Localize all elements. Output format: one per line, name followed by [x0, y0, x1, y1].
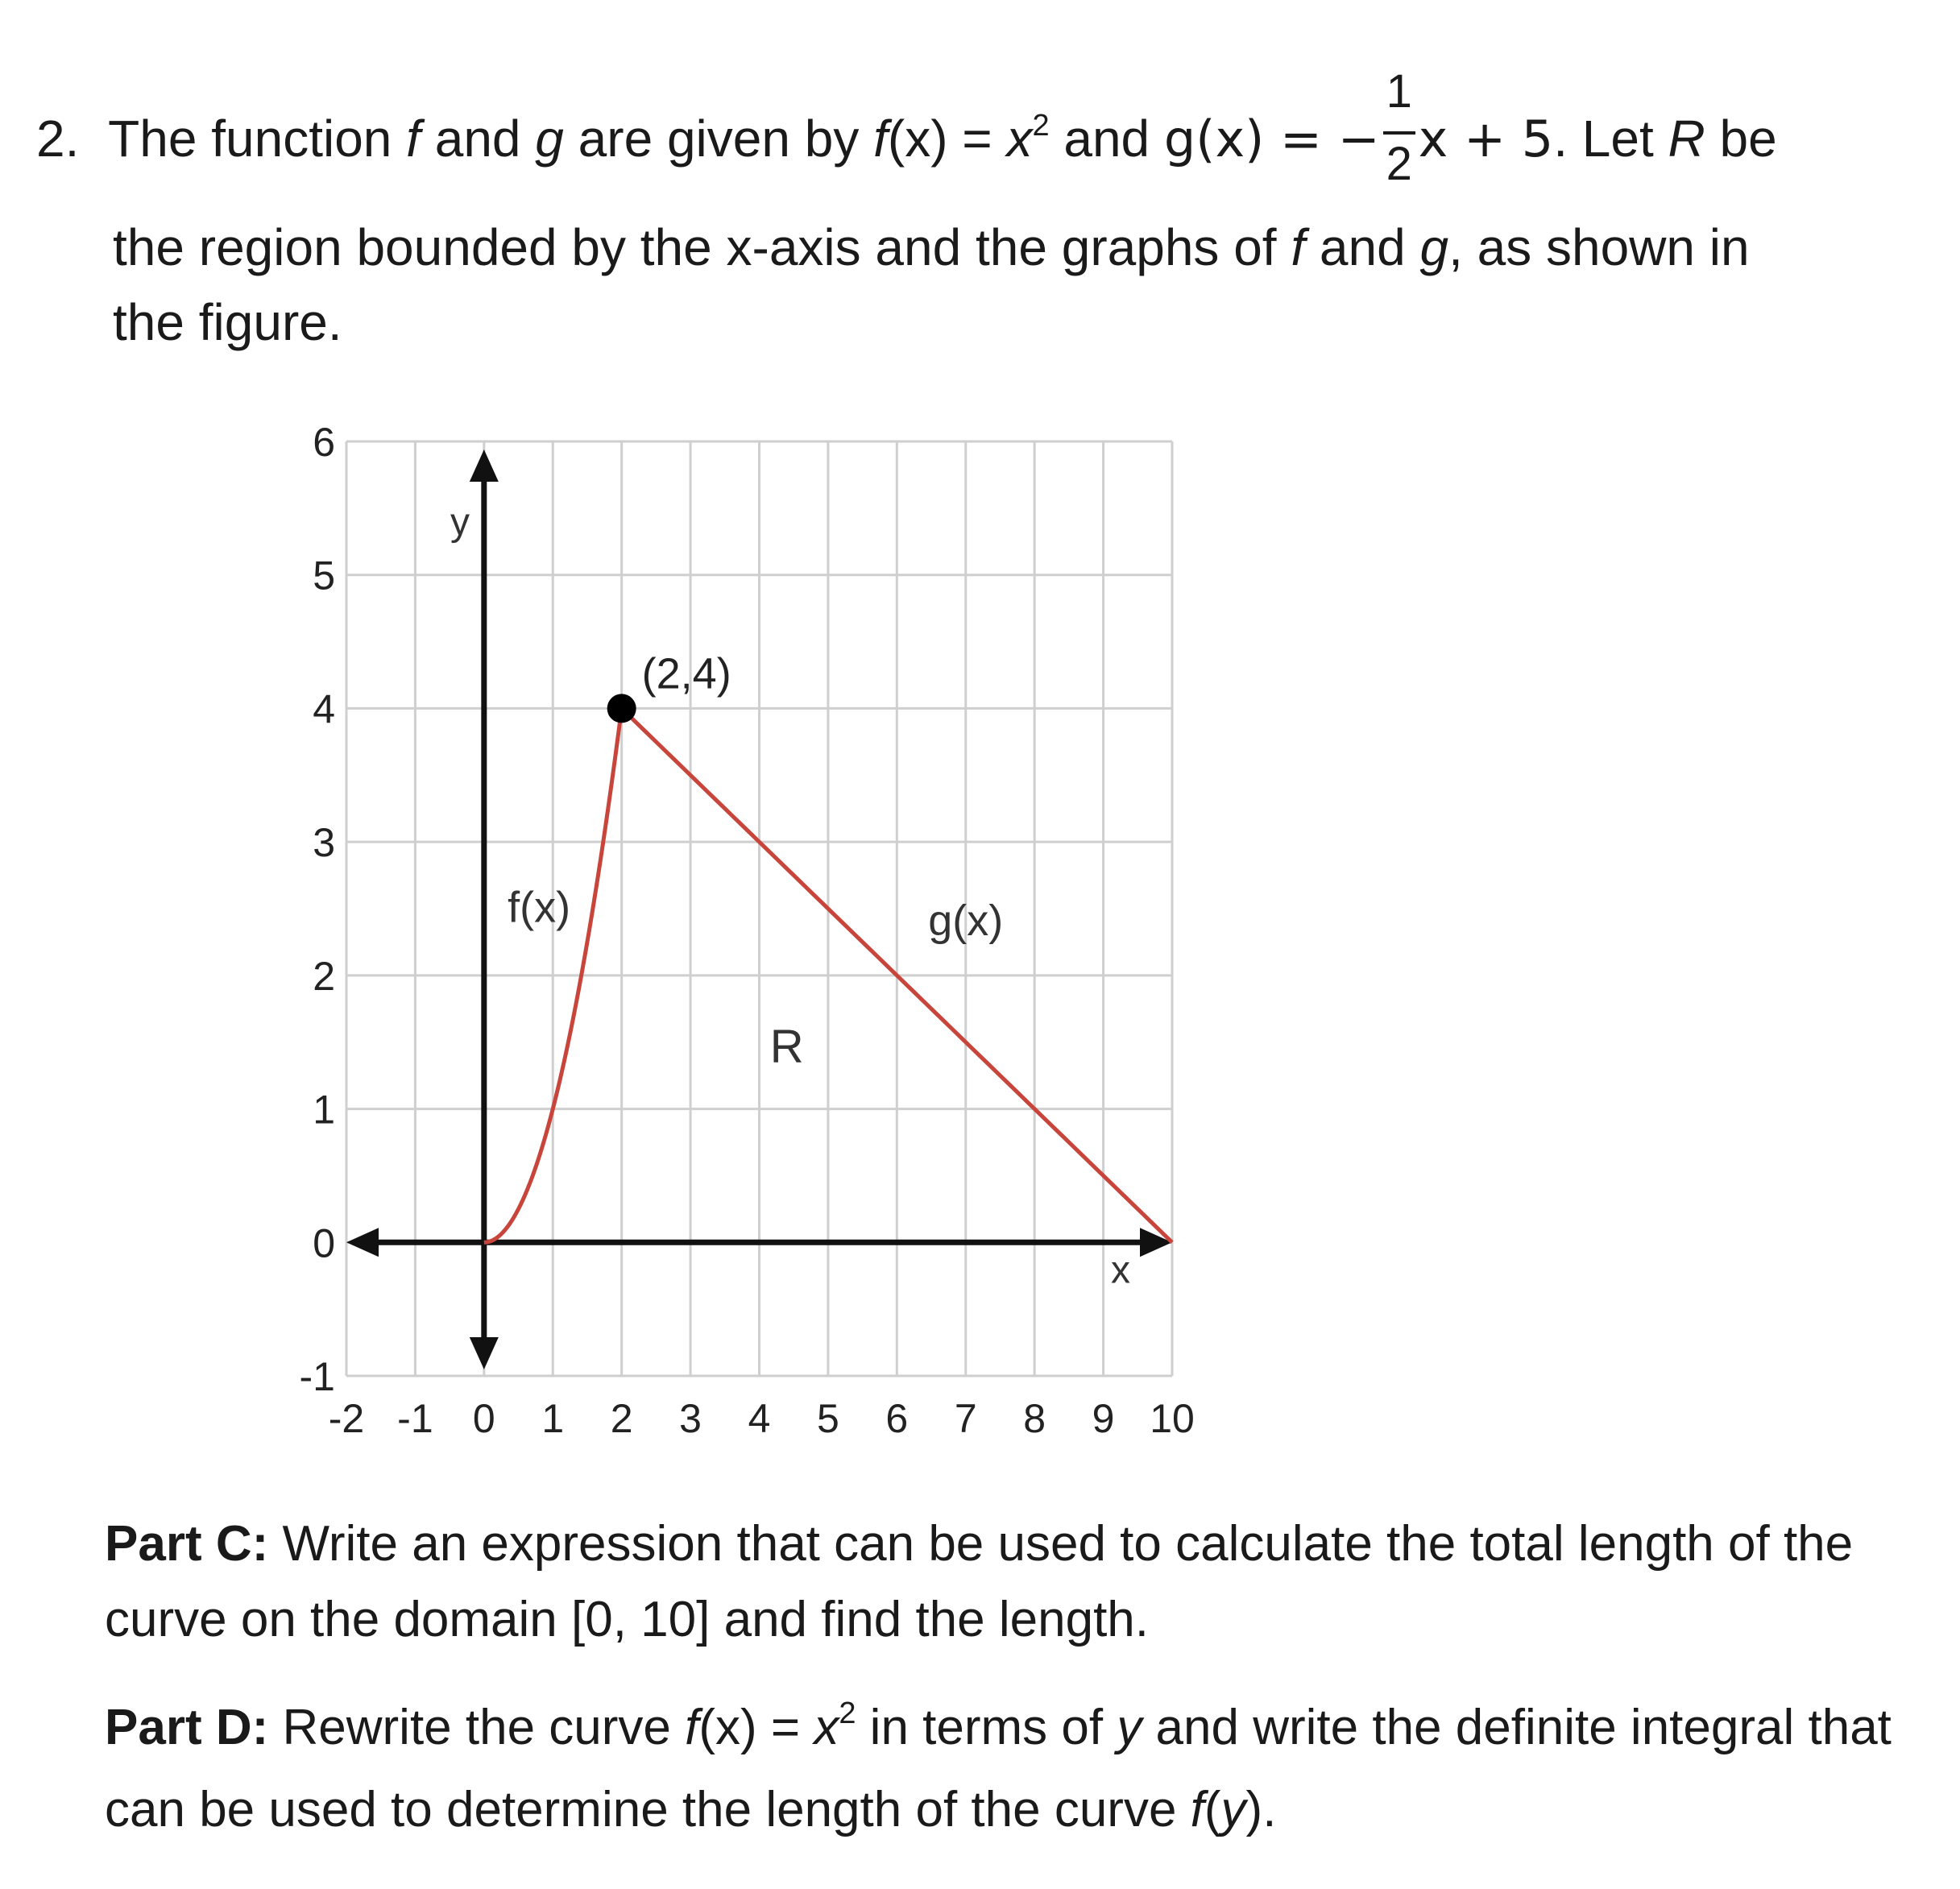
g-def-lhs: g(x) = −: [1163, 110, 1380, 168]
x-tick-label: 1: [541, 1396, 565, 1441]
and-text: and: [420, 110, 536, 168]
fraction-bar: [1383, 131, 1415, 135]
part-d-label: Part D:: [105, 1700, 269, 1755]
intersection-point: [607, 694, 636, 723]
y-tick-label: 5: [313, 553, 335, 599]
grid-lines: [346, 441, 1172, 1376]
problem-line-1: [36, 64, 1777, 190]
part-d-x: x: [814, 1700, 839, 1755]
let-text: Let: [1567, 110, 1668, 168]
x-tick-label: 8: [1023, 1396, 1046, 1441]
y-tick-label: 2: [313, 953, 335, 999]
line2-text-b: , as shown in: [1448, 218, 1750, 276]
problem-number: 2.: [36, 110, 80, 168]
x-tick-label: 0: [472, 1396, 495, 1441]
tick-labels: [300, 420, 1195, 1441]
f-def-lhs: f: [873, 110, 888, 168]
x-axis-left-arrow: [346, 1228, 379, 1257]
y-axis-label: y: [450, 501, 470, 544]
intro-text: The function: [108, 110, 407, 168]
and-text-2: and: [1049, 110, 1164, 168]
f-def-exponent: 2: [1032, 109, 1050, 143]
x-tick-label: 9: [1092, 1396, 1115, 1441]
part-d-paren-open: (: [1204, 1782, 1221, 1837]
part-d-text-3: and write the definite integral that can be used to determine the length of the curve: [105, 1700, 1892, 1837]
y-tick-label: 6: [313, 420, 335, 465]
line2-text-a: the region bounded by the x-axis and the graphs of: [113, 218, 1291, 276]
point-label: (2,4): [641, 649, 731, 698]
part-d-fy-y: y: [1220, 1782, 1246, 1837]
x-tick-label: 3: [679, 1396, 702, 1441]
region-graph: [266, 411, 1233, 1458]
g-def-rhs: x + 5: [1418, 110, 1554, 168]
part-d-f: f: [685, 1700, 699, 1755]
be-text: be: [1705, 110, 1777, 168]
x-tick-label: 4: [748, 1396, 771, 1441]
x-tick-label: 5: [817, 1396, 839, 1441]
x-tick-label: -2: [328, 1396, 365, 1441]
line2-f-symbol: f: [1291, 218, 1306, 276]
part-d-text-1: Rewrite the curve: [268, 1700, 686, 1755]
line3-text: the figure.: [113, 293, 342, 351]
y-axis-up-arrow: [470, 449, 499, 482]
f-def-mid: (x) =: [887, 110, 1007, 168]
x-axis-right-arrow: [1140, 1228, 1172, 1257]
y-tick-label: -1: [299, 1354, 335, 1399]
part-c-text: Write an expression that can be used to calculate the total length of the curve on the domain [0, 10] and find the length.: [105, 1516, 1854, 1647]
x-tick-label: 2: [610, 1396, 633, 1441]
y-axis-down-arrow: [470, 1337, 499, 1369]
part-c-label: Part C:: [105, 1516, 269, 1572]
x-tick-label: -1: [397, 1396, 433, 1441]
y-tick-label: 0: [313, 1220, 335, 1266]
line2-and: and: [1305, 218, 1420, 276]
part-d-exponent: 2: [839, 1696, 856, 1730]
fraction-numerator: 1: [1386, 64, 1412, 118]
region-label: R: [769, 1020, 804, 1073]
y-tick-label: 1: [313, 1087, 335, 1133]
part-d-y: y: [1117, 1700, 1142, 1755]
part-d-text-2: in terms of: [856, 1700, 1117, 1755]
fraction-denominator: 2: [1386, 137, 1412, 190]
problem-line-2: [113, 218, 1750, 276]
y-tick-label: 3: [313, 820, 335, 866]
x-tick-label: 6: [885, 1396, 909, 1441]
part-d-mid: (x) =: [698, 1700, 814, 1755]
f-symbol: f: [406, 110, 421, 168]
r-symbol: R: [1668, 110, 1705, 168]
g-curve-label: g(x): [928, 897, 1004, 946]
period: .: [1553, 110, 1568, 168]
x-axis-label: x: [1110, 1249, 1130, 1292]
given-text: are given by: [563, 110, 874, 168]
f-curve-label: f(x): [508, 883, 571, 932]
y-tick-label: 4: [313, 686, 335, 732]
f-def-x: x: [1006, 110, 1033, 168]
part-d-paren-close: ).: [1245, 1782, 1277, 1837]
part-d-fy: f: [1190, 1782, 1204, 1837]
part-d: [105, 1690, 1917, 1848]
line2-g-symbol: g: [1419, 218, 1449, 276]
problem-line-3: [113, 293, 342, 351]
x-tick-label: 10: [1150, 1396, 1195, 1441]
part-c: [105, 1506, 1917, 1658]
x-tick-label: 7: [954, 1396, 977, 1441]
g-symbol: g: [535, 110, 564, 168]
